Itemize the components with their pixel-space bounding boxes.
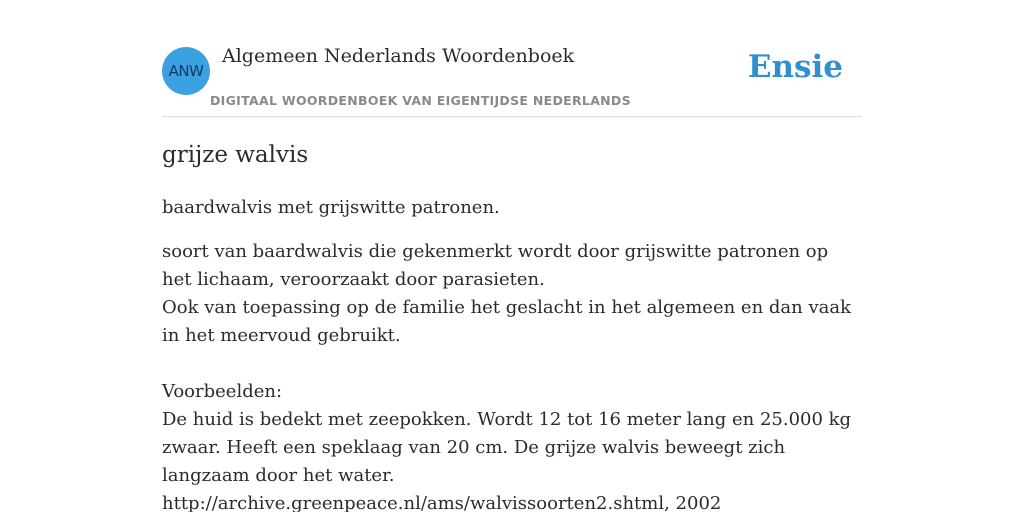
ensie-brand-link[interactable]: Ensie <box>747 49 843 85</box>
site-title[interactable]: Algemeen Nederlands Woordenboek <box>222 45 575 67</box>
example-text: De huid is bedekt met zeepokken. Wordt 12 tot 16 meter lang en 25.000 kg zwaar. Heeft een speklaag van 20 cm. De grijze walvis beweegt zich langzaam door het water. <box>162 409 852 486</box>
blank-line <box>162 350 862 378</box>
anw-logo-text: ANW <box>168 62 204 80</box>
anw-logo[interactable] <box>162 47 210 95</box>
definition-line: Ook van toepassing op de familie het geslacht in het algemeen en dan vaak in het meervoud gebruikt. <box>162 297 851 346</box>
entry-title: grijze walvis <box>162 142 309 168</box>
entry-content <box>162 136 862 512</box>
examples-heading: Voorbeelden: <box>162 381 283 402</box>
site-header <box>162 0 862 117</box>
short-definition: baardwalvis met grijswitte patronen. <box>162 197 500 218</box>
example-source: http://archive.greenpeace.nl/ams/walvissoorten2.shtml, 2002 <box>162 493 722 512</box>
long-definition <box>162 238 862 512</box>
definition-line: soort van baardwalvis die gekenmerkt wordt door grijswitte patronen op het lichaam, veroorzaakt door parasieten. <box>162 241 829 290</box>
site-subtitle: DIGITAAL WOORDENBOEK VAN EIGENTIJDSE NEDERLANDS <box>210 93 631 108</box>
